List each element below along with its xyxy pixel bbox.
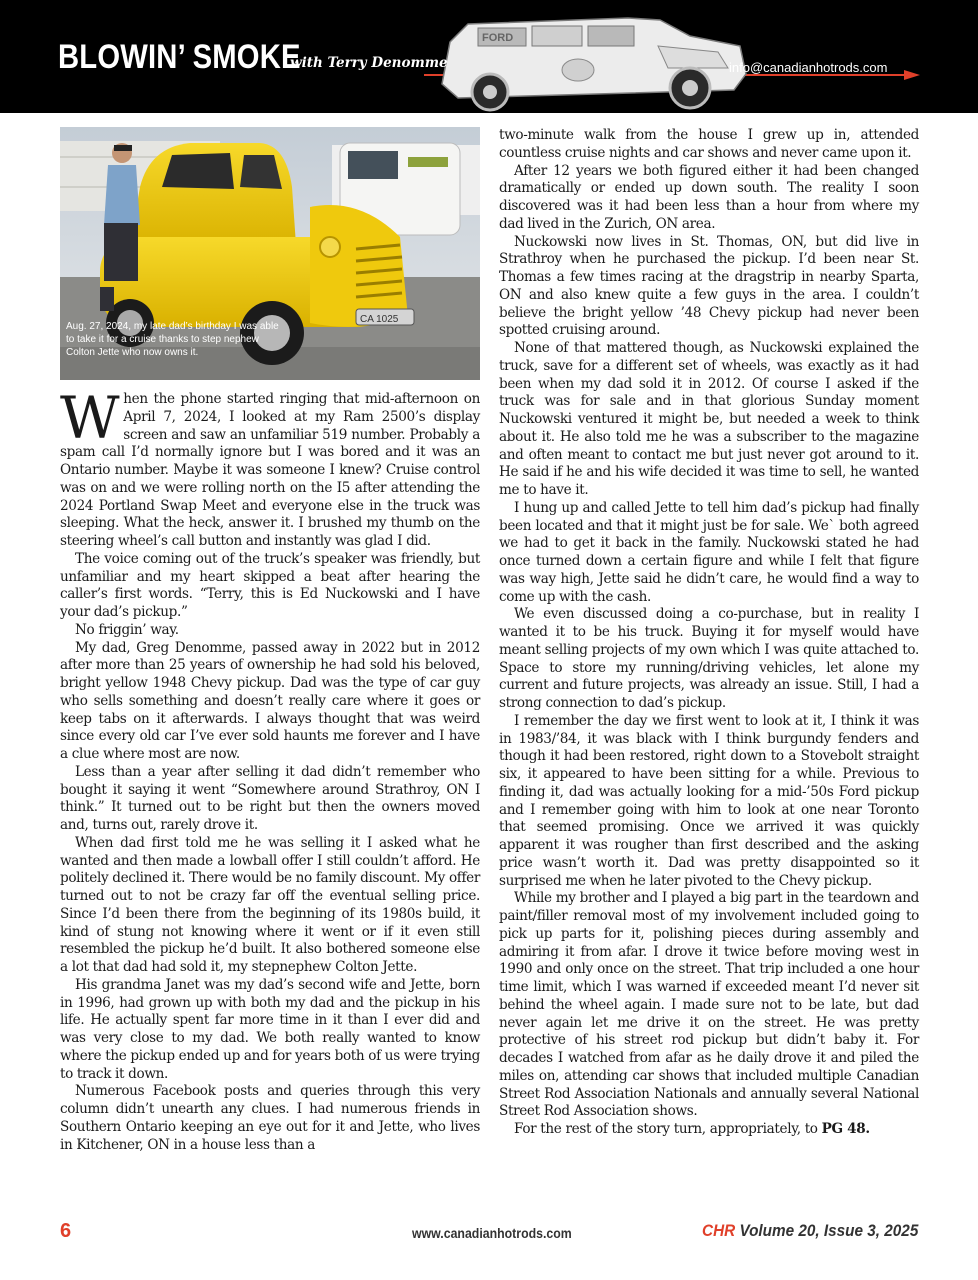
paragraph-7: His grandma Janet was my dad’s second wife and Jette, born in 1996, had grown up with both my dad and the pickup in his life. He actually spent far more time in it than I ever did and was very close to my dad. We both really wanted to know where the pickup ended up and for years both of us were trying to track it down. (60, 976, 480, 1082)
paragraph-5: Less than a year after selling it dad didn’t remember who bought it saying it went “Somewhere around Strathroy, ON I think.” It turned out to be right but then the owners moved and, turns out, rarely drove it. (60, 763, 480, 833)
issue-text: Volume 20, Issue 3, 2025 (734, 1221, 918, 1240)
illustration-sign-text: FORD (482, 32, 514, 44)
paragraph-6: When dad first told me he was selling it I asked what he wanted and then made a lowball offer I still couldn’t afford. He politely declined it. There would be no family discount. My offer turned out to not be crazy far off the eventual selling price. Since I’d been there from the beginning of its 1980s build, it kind of stung not knowing where it went or if it even still resembled the pickup he’d built. It also bothered someone else a lot that dad had sold it, my stepnephew Colton Jette. (60, 834, 480, 975)
paragraph-15: I remember the day we first went to look at it, I think it was in 1983/’84, it was black with I think burgundy fenders and though it had been restored, right down to a Stovebolt straight six, it appeared to have been sitting for a while. Previous to finding it, dad was actually looking for a mid-’50s Ford pickup and I remember going with him to look at one near Toronto that seemed promising. Once we arrived it was quickly apparent it was rougher than first described and the asking price wasn’t worth it. Dad was pretty disappointed so it surprised me when he later pivoted to the Chevy pickup. (499, 712, 919, 889)
magazine-abbrev: CHR (701, 1221, 735, 1240)
paragraph-14: We even discussed doing a co-purchase, but in reality I wanted it to be his truck. Buying it for myself would have meant selling projects of my own which I was quite attached to. Space to store my running/driving vehicles, let alone my current and future projects, was already an issue. Still, I had a strong connection to dad’s pickup. (499, 606, 919, 711)
paragraph-text: hen the phone started ringing that mid-afternoon on April 7, 2024, I looked at my Ram 2500’s display screen and saw an unfamiliar 519 number. Probably a spam call I’d normally ignore but I was bored and it was an Ontario number. Maybe it was someone I knew? Cruise control was on and we were rolling north on the I5 after attending the 2024 Portland Swap Meet and everyone else in the truck was sleeping. What the heck, answer it. I brushed my thumb on the steering wheel’s call button and instantly was glad I did. (60, 391, 480, 549)
article-column-left (60, 384, 480, 1154)
continuation-line (499, 1121, 919, 1139)
author-byline: with Terry Denomme (290, 55, 448, 71)
paragraph-10: After 12 years we both figured either it had been changed dramatically or ended up down south. The reality I soon discovered was it had been less than a hour from where my dad lived in the Zurich, ON area. (499, 162, 919, 232)
continuation-text: For the rest of the story turn, appropriately, to (514, 1121, 822, 1137)
paragraph-11: Nuckowski now lives in St. Thomas, ON, but did live in Strathroy when he purchased the pickup. I’d been near St. Thomas a few times racing at the dragstrip in nearby Sparta, ON and also knew quite a few guys in the area. I couldn’t believe the bright yellow ’48 Chevy pickup had never been spotted cruising around. (499, 233, 919, 339)
article-column-right (499, 127, 919, 1139)
paragraph-9: two-minute walk from the house I grew up in, attended countless cruise nights and car shows and never came upon it. (499, 127, 919, 161)
license-plate-text: CA 1025 (360, 314, 399, 325)
paragraph-8: Numerous Facebook posts and queries through this very column didn’t unearth any clues. I had numerous friends in Southern Ontario keeping an eye out for it and Jette, who lives in Kitchener, ON in a house less than a (60, 1083, 480, 1153)
drop-cap: W (60, 384, 120, 452)
column-header (0, 0, 978, 113)
paragraph-1 (60, 384, 480, 551)
footer-website: www.canadianhotrods.com (412, 1225, 572, 1241)
photo-caption: Aug. 27, 2024, my late dad’s birthday I was able to take it for a cruise thanks to step nephew Colton Jette who now owns it. (66, 321, 279, 358)
page-number: 6 (60, 1220, 72, 1242)
column-title: BLOWIN’ SMOKE (58, 38, 301, 76)
contact-email: info@canadianhotrods.com (729, 60, 888, 75)
paragraph-12: None of that mattered though, as Nuckowski explained the truck, save for a different set of wheels, was exactly as it had been when my dad sold it in 2012. Of course I asked if the truck was for sale and in that glorious Sunday moment Nuckowski ventured it might be, but needed a week to think about it. He also told me he was a subscriber to the magazine and often meant to contact me but just never got around to it. He said if he and his wife decided it was time to sell, he wanted me to have it. (499, 340, 919, 498)
article-photo (60, 127, 480, 380)
issue-info (702, 1221, 918, 1241)
gasser-car-illustration (428, 12, 758, 112)
paragraph-4: My dad, Greg Denomme, passed away in 2022 but in 2012 after more than 25 years of ownership he had sold his beloved, bright yellow 1948 Chevy pickup. Dad was the type of car guy who sells something and doesn’t really care where it goes or keep tabs on it afterwards. I always thought that was weird since every old car I’ve ever sold haunts me forever and I have a clue where most are now. (60, 639, 480, 762)
paragraph-13: I hung up and called Jette to tell him dad’s pickup had finally been located and that it might just be for sale. We` both agreed we had to get it back in the family. Nuckowski stated he had once turned down a certain figure and while I felt that figure was way high, Jette said he didn’t care, he would find a way to come up with the cash. (499, 499, 919, 605)
paragraph-16: While my brother and I played a big part in the teardown and paint/filler removal most of my involvement included going to pick up parts for it, polishing pieces during assembly and admiring it from afar. I drove it twice before moving west in 1990 and only once on the street. That trip included a one hour time limit, which I was warned if exceeded meant I’d never sit behind the wheel again. I made sure not to be late, but dad never again let me drive it on the street. He was pretty protective of his street rod pickup but didn’t baby it. For decades I watched from afar as he daily drove it and piled the miles on, attending car shows that included multiple Canadian Street Rod Association Nationals and annually several National Street Rod Association shows. (499, 890, 919, 1120)
paragraph-3: No friggin’ way. (75, 621, 179, 638)
page-reference: PG 48. (821, 1121, 870, 1137)
paragraph-2: The voice coming out of the truck’s speaker was friendly, but unfamiliar and my heart skipped a beat after hearing the caller’s first words. “Terry, this is Ed Nuckowski and I have your dad’s pickup.” (60, 550, 480, 620)
